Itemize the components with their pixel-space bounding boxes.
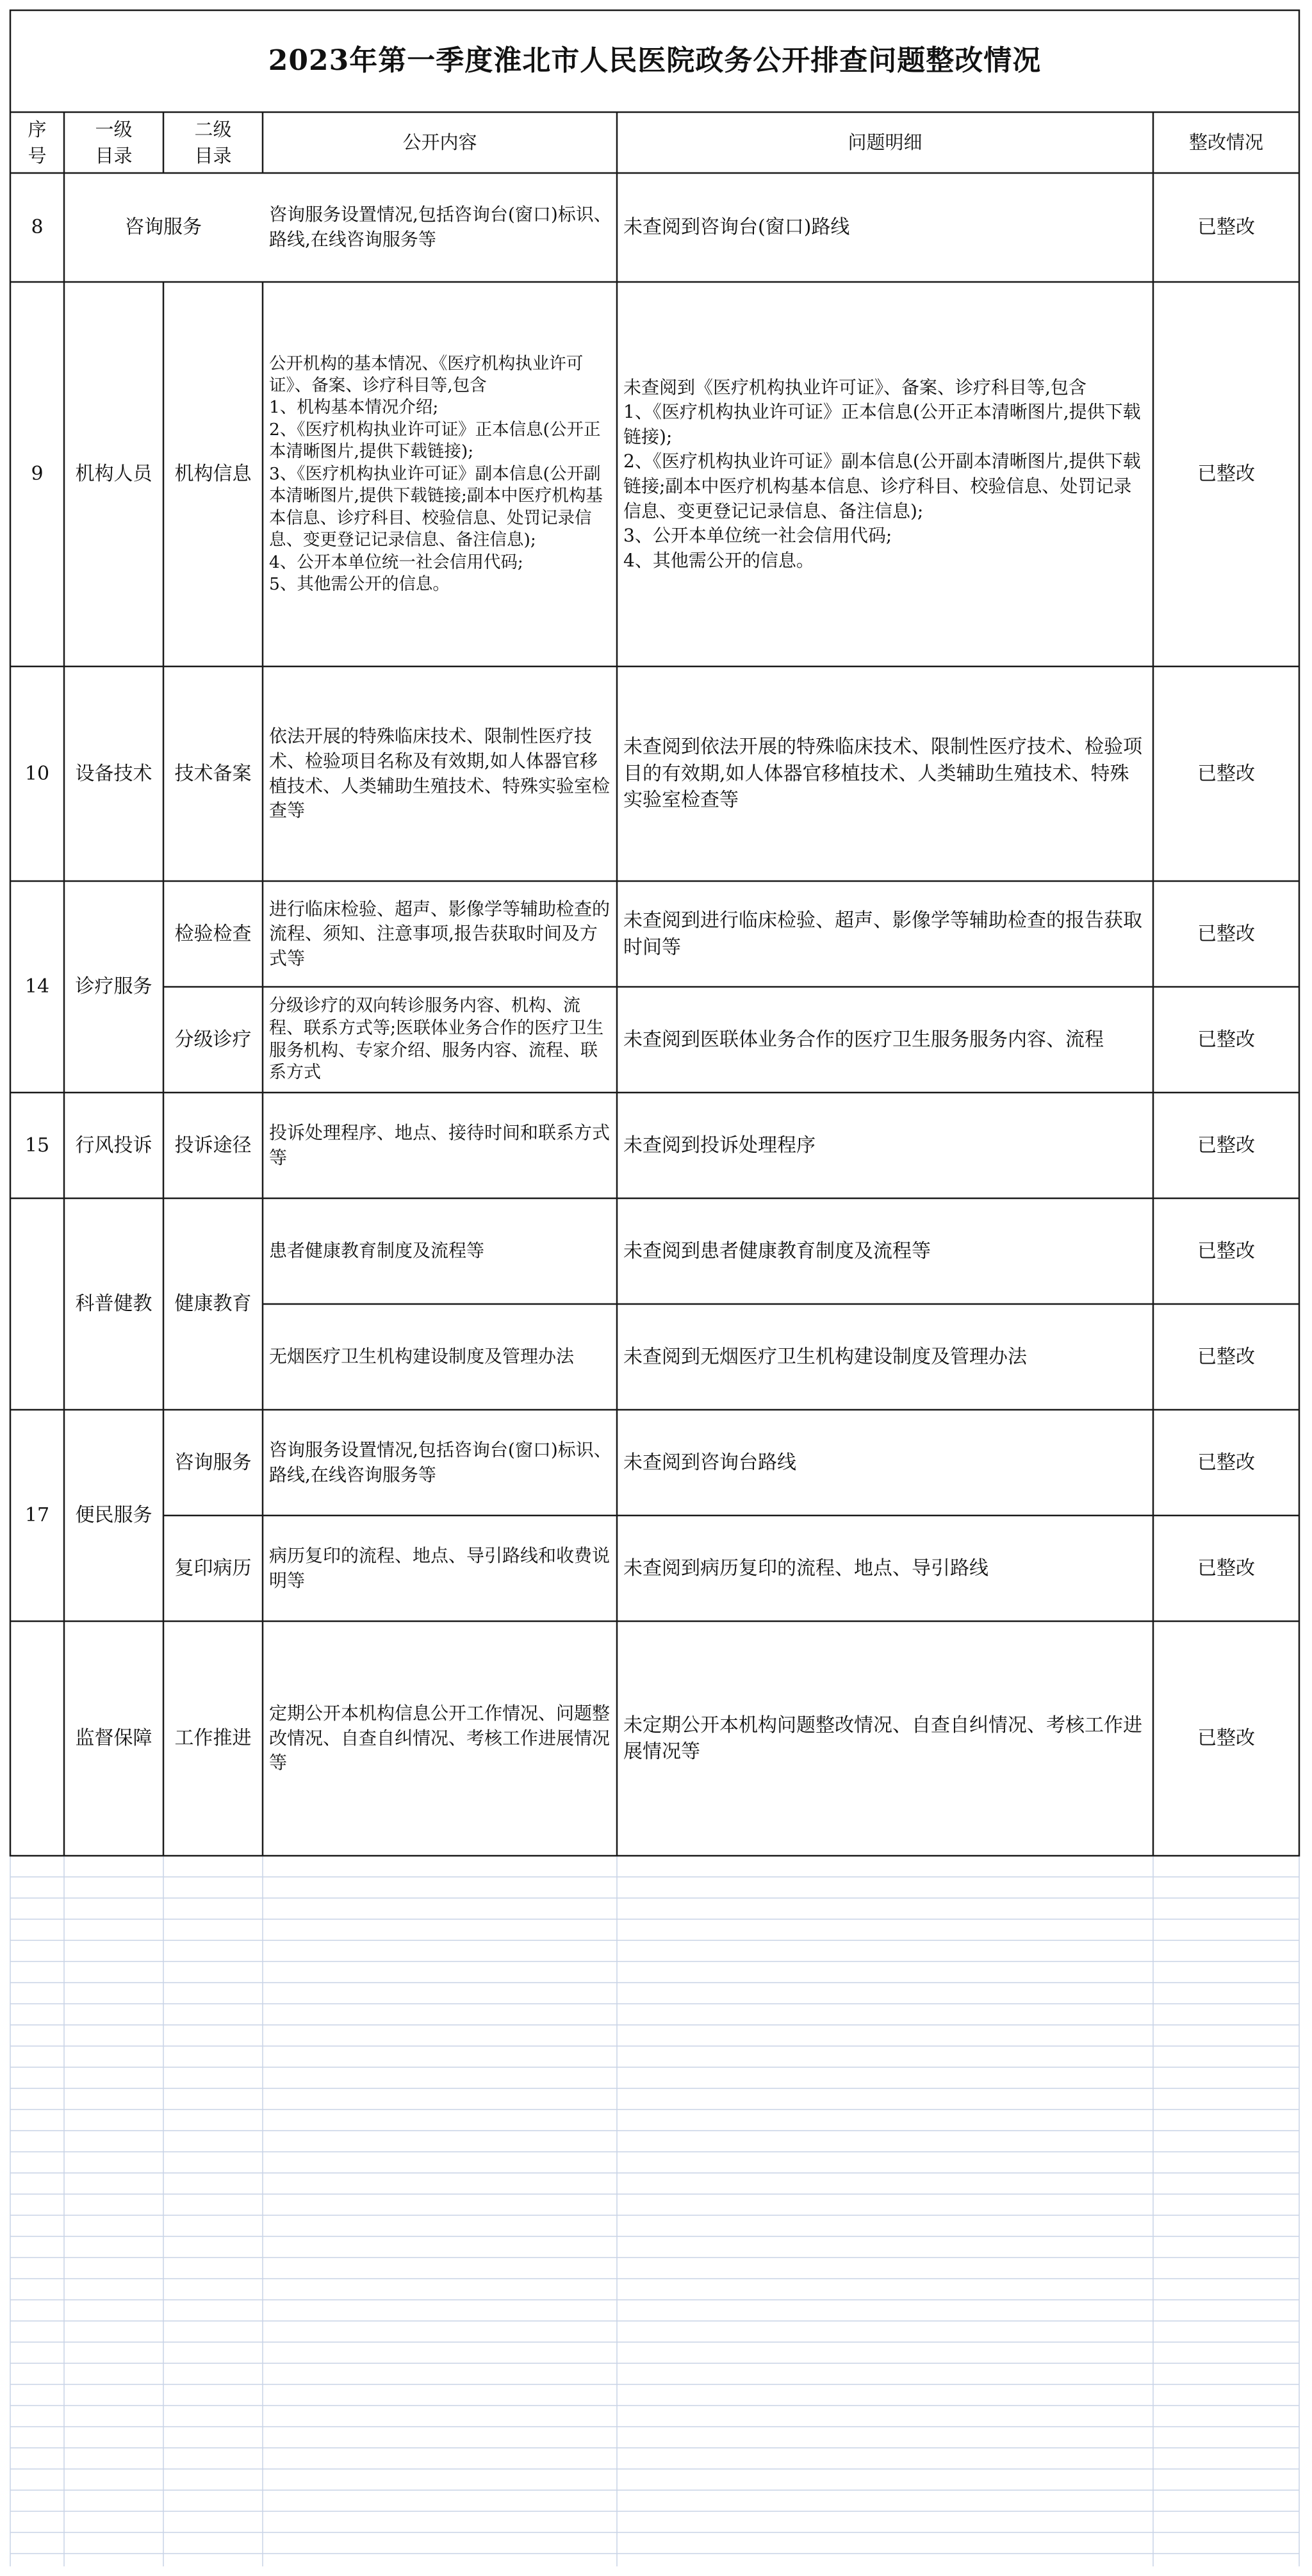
empty-grid-rows xyxy=(10,1856,1299,2566)
header-content: 公开内容 xyxy=(402,131,477,154)
header-issue: 问题明细 xyxy=(848,131,922,154)
row-level2: 健康教育 xyxy=(174,1292,252,1316)
document-title: 2023年第一季度淮北市人民医院政务公开排查问题整改情况 xyxy=(268,44,1042,78)
row-level2: 技术备案 xyxy=(174,762,252,785)
row-issue: 未查阅到投诉处理程序 xyxy=(623,1134,816,1157)
row-level2: 工作推进 xyxy=(174,1727,252,1750)
row-status: 已整改 xyxy=(1197,1451,1255,1474)
row-level2: 分级诊疗 xyxy=(174,1028,252,1051)
row-status: 已整改 xyxy=(1197,1028,1255,1051)
row-content: 病历复印的流程、地点、导引路线和收费说明等 xyxy=(269,1544,611,1591)
row-status: 已整改 xyxy=(1197,1727,1255,1750)
header-level2: 二级 目录 xyxy=(194,119,232,167)
row-content: 咨询服务设置情况,包括咨询台(窗口)标识、路线,在线咨询服务等 xyxy=(269,204,612,250)
row-no: 8 xyxy=(31,216,44,239)
row-no: 10 xyxy=(24,762,50,785)
header-level1: 一级 目录 xyxy=(95,119,133,167)
row-content: 定期公开本机构信息公开工作情况、问题整改情况、自查自纠情况、考核工作进展情况等 xyxy=(269,1703,611,1774)
row-no: 14 xyxy=(24,975,50,998)
row-content: 依法开展的特殊临床技术、限制性医疗技术、检验项目名称及有效期,如人体器官移植技术、人类辅助生殖技术、特殊实验室检查等 xyxy=(269,725,611,822)
row-level2: 复印病历 xyxy=(174,1556,252,1580)
row-content: 公开机构的基本情况、《医疗机构执业许可证》、备案、诊疗科目等,包含 1、机构基本情况介绍; 2、《医疗机构执业许可证》正本信息(公开正本清晰图片,提供下载链接); 3、《医疗机构执业许可证》副本信息(公开副本清晰图片,提供下载链接;副本中医疗机构基本信息、诊疗科目、校验信息、处罚记录信息、变更登记记录信息、备注信息); 4、公开本单位统一社会信用代码; 5、其他需公开的信息。 xyxy=(269,353,603,594)
row-level1: 机构人员 xyxy=(75,463,152,486)
header-status: 整改情况 xyxy=(1188,131,1263,154)
row-level1: 便民服务 xyxy=(75,1504,152,1527)
row-issue: 未查阅到无烟医疗卫生机构建设制度及管理办法 xyxy=(623,1345,1027,1368)
row-level1: 诊疗服务 xyxy=(75,975,152,998)
row-issue: 未查阅到进行临床检验、超声、影像学等辅助检查的报告获取时间等 xyxy=(623,909,1142,959)
row-status: 已整改 xyxy=(1197,762,1255,785)
row-content: 分级诊疗的双向转诊服务内容、机构、流程、联系方式等;医联体业务合作的医疗卫生服务机构、专家介绍、服务内容、流程、联系方式 xyxy=(269,996,604,1083)
row-content: 咨询服务设置情况,包括咨询台(窗口)标识、路线,在线咨询服务等 xyxy=(269,1439,612,1485)
row-no: 15 xyxy=(24,1134,50,1157)
row-issue: 未查阅到《医疗机构执业许可证》、备案、诊疗科目等,包含 1、《医疗机构执业许可证》正本信息(公开正本清晰图片,提供下载链接); 2、《医疗机构执业许可证》副本信息(公开副本清晰图片,提供下载链接;副本中医疗机构基本信息、诊疗科目、校验信息、处罚记录信息、变更登记记录信息、备注信息); 3、公开本单位统一社会信用代码; 4、其他需公开的信息。 xyxy=(623,376,1141,571)
row-level2: 检验检查 xyxy=(174,922,252,945)
row-issue: 未查阅到咨询台(窗口)路线 xyxy=(623,216,850,239)
row-content: 患者健康教育制度及流程等 xyxy=(269,1240,485,1262)
row-status: 已整改 xyxy=(1197,463,1255,486)
row-issue: 未查阅到咨询台路线 xyxy=(623,1451,796,1474)
row-level2: 机构信息 xyxy=(174,463,252,486)
row-no xyxy=(10,1621,64,1856)
row-status: 已整改 xyxy=(1197,216,1255,239)
row-issue: 未定期公开本机构问题整改情况、自查自纠情况、考核工作进展情况等 xyxy=(623,1713,1142,1763)
row-status: 已整改 xyxy=(1197,1134,1255,1157)
row-level1: 监督保障 xyxy=(75,1727,152,1750)
row-level2: 咨询服务 xyxy=(174,1451,252,1474)
row-content: 进行临床检验、超声、影像学等辅助检查的流程、须知、注意事项,报告获取时间及方式等 xyxy=(269,898,611,969)
row-issue: 未查阅到患者健康教育制度及流程等 xyxy=(623,1239,931,1262)
row-content: 无烟医疗卫生机构建设制度及管理办法 xyxy=(269,1346,575,1367)
row-status: 已整改 xyxy=(1197,922,1255,945)
row-level1: 科普健教 xyxy=(75,1292,152,1316)
row-level2: 投诉途径 xyxy=(174,1134,252,1157)
row-no: 17 xyxy=(24,1504,50,1527)
row-no xyxy=(10,1198,64,1410)
row-level1: 咨询服务 xyxy=(125,216,202,239)
row-level1: 设备技术 xyxy=(75,762,152,785)
row-status: 已整改 xyxy=(1197,1556,1255,1580)
row-issue: 未查阅到病历复印的流程、地点、导引路线 xyxy=(623,1556,988,1580)
row-status: 已整改 xyxy=(1197,1239,1255,1262)
row-status: 已整改 xyxy=(1197,1345,1255,1368)
row-issue: 未查阅到医联体业务合作的医疗卫生服务服务内容、流程 xyxy=(623,1028,1104,1051)
row-level1: 行风投诉 xyxy=(75,1134,152,1157)
row-issue: 未查阅到依法开展的特殊临床技术、限制性医疗技术、检验项目的有效期,如人体器官移植技术、人类辅助生殖技术、特殊实验室检查等 xyxy=(623,736,1142,812)
row-no: 9 xyxy=(31,463,44,486)
header-no: 序 号 xyxy=(28,119,47,167)
row-content: 投诉处理程序、地点、接待时间和联系方式等 xyxy=(269,1121,611,1168)
